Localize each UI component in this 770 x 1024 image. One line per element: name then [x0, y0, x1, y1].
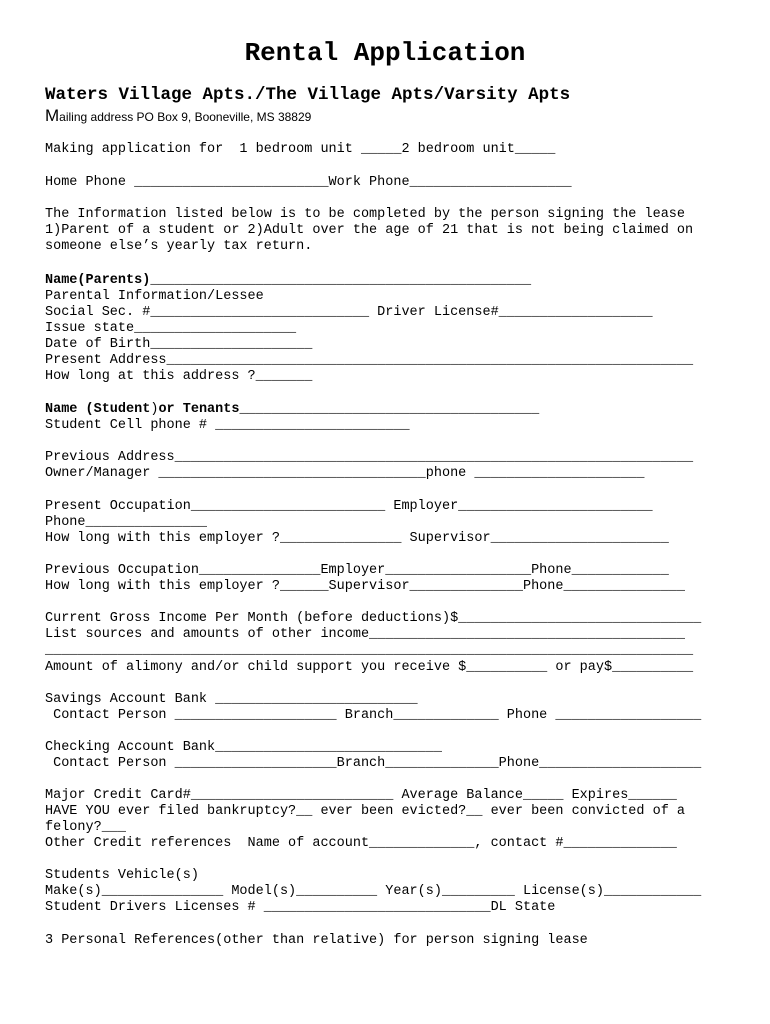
credit-card-field: Major Credit Card#_________________________ Average Balance_____ Expires______	[45, 788, 677, 803]
savings-bank-field: Savings Account Bank _________________________	[45, 692, 418, 707]
student-name-label: Name (Student	[45, 402, 151, 417]
other-credit-references-field: Other Credit references Name of account_____________, contact #______________	[45, 836, 677, 851]
parents-name-label: Name(Parents)	[45, 273, 151, 288]
mailing-address	[45, 106, 311, 127]
page-title: Rental Application	[244, 38, 526, 68]
student-name-paren: )	[150, 402, 159, 417]
vehicle-details-field: Make(s)_______________ Model(s)__________ Year(s)_________ License(s)____________	[45, 884, 702, 899]
instructions-line-3: someone else’s yearly tax return.	[45, 239, 313, 254]
bankruptcy-question-line-1: HAVE YOU ever filed bankruptcy?__ ever been evicted?__ ever been convicted of a	[45, 804, 686, 819]
instructions-line-2: 1)Parent of a student or 2)Adult over the age of 21 that is not being claimed on	[45, 223, 694, 238]
alimony-field: Amount of alimony and/or child support you receive $__________ or pay$__________	[45, 660, 694, 675]
savings-contact-field: Contact Person ____________________ Branch_____________ Phone __________________	[45, 708, 702, 723]
tenants-label: or Tenants	[158, 402, 240, 417]
mailing-initial: M	[45, 106, 60, 125]
present-occupation-field: Present Occupation________________________ Employer________________________	[45, 499, 653, 514]
student-cell-field: Student Cell phone # ________________________	[45, 418, 410, 433]
parental-info-heading: Parental Information/Lessee	[45, 289, 264, 304]
checking-bank-field: Checking Account Bank____________________________	[45, 740, 442, 755]
parents-name-blank: _______________________________________________	[150, 273, 532, 288]
how-long-address-field: How long at this address ?_______	[45, 369, 313, 384]
bankruptcy-question-line-2: felony?___	[45, 820, 127, 835]
phone-fields-line: Home Phone ________________________Work Phone____________________	[45, 175, 572, 190]
issue-state-field: Issue state____________________	[45, 321, 297, 336]
instructions-line-1: The Information listed below is to be completed by the person signing the lease	[45, 207, 686, 222]
property-names: Waters Village Apts./The Village Apts/Varsity Apts	[45, 85, 571, 105]
other-income-continuation: ________________________________________________________________________________	[45, 643, 694, 658]
employer-phone-field: Phone_______________	[45, 515, 208, 530]
previous-employer-duration-field: How long with this employer ?______Supervisor______________Phone_______________	[45, 579, 686, 594]
student-name-blank: _____________________________________	[239, 402, 540, 417]
personal-references-label: 3 Personal References(other than relative) for person signing lease	[45, 933, 588, 948]
mailing-text: ailing address PO Box 9, Booneville, MS 38829	[59, 110, 312, 124]
parents-name-field	[45, 273, 531, 289]
drivers-license-field: Student Drivers Licenses # ____________________________DL State	[45, 900, 556, 915]
checking-contact-field: Contact Person ____________________Branch______________Phone____________________	[45, 756, 702, 771]
present-address-field: Present Address_________________________________________________________________	[45, 353, 694, 368]
ssn-license-field: Social Sec. #___________________________ Driver License#___________________	[45, 305, 653, 320]
other-income-field: List sources and amounts of other income_______________________________________	[45, 627, 686, 642]
unit-selection-line: Making application for 1 bedroom unit _____2 bedroom unit_____	[45, 142, 556, 157]
date-of-birth-field: Date of Birth____________________	[45, 337, 313, 352]
previous-occupation-field: Previous Occupation_______________Employer__________________Phone____________	[45, 563, 669, 578]
vehicle-heading: Students Vehicle(s)	[45, 868, 199, 883]
gross-income-field: Current Gross Income Per Month (before deductions)$______________________________	[45, 611, 702, 626]
previous-address-field: Previous Address________________________________________________________________	[45, 450, 694, 465]
owner-manager-field: Owner/Manager _________________________________phone _____________________	[45, 466, 645, 481]
present-employer-duration-field: How long with this employer ?_______________ Supervisor______________________	[45, 531, 669, 546]
student-name-field	[45, 402, 539, 418]
